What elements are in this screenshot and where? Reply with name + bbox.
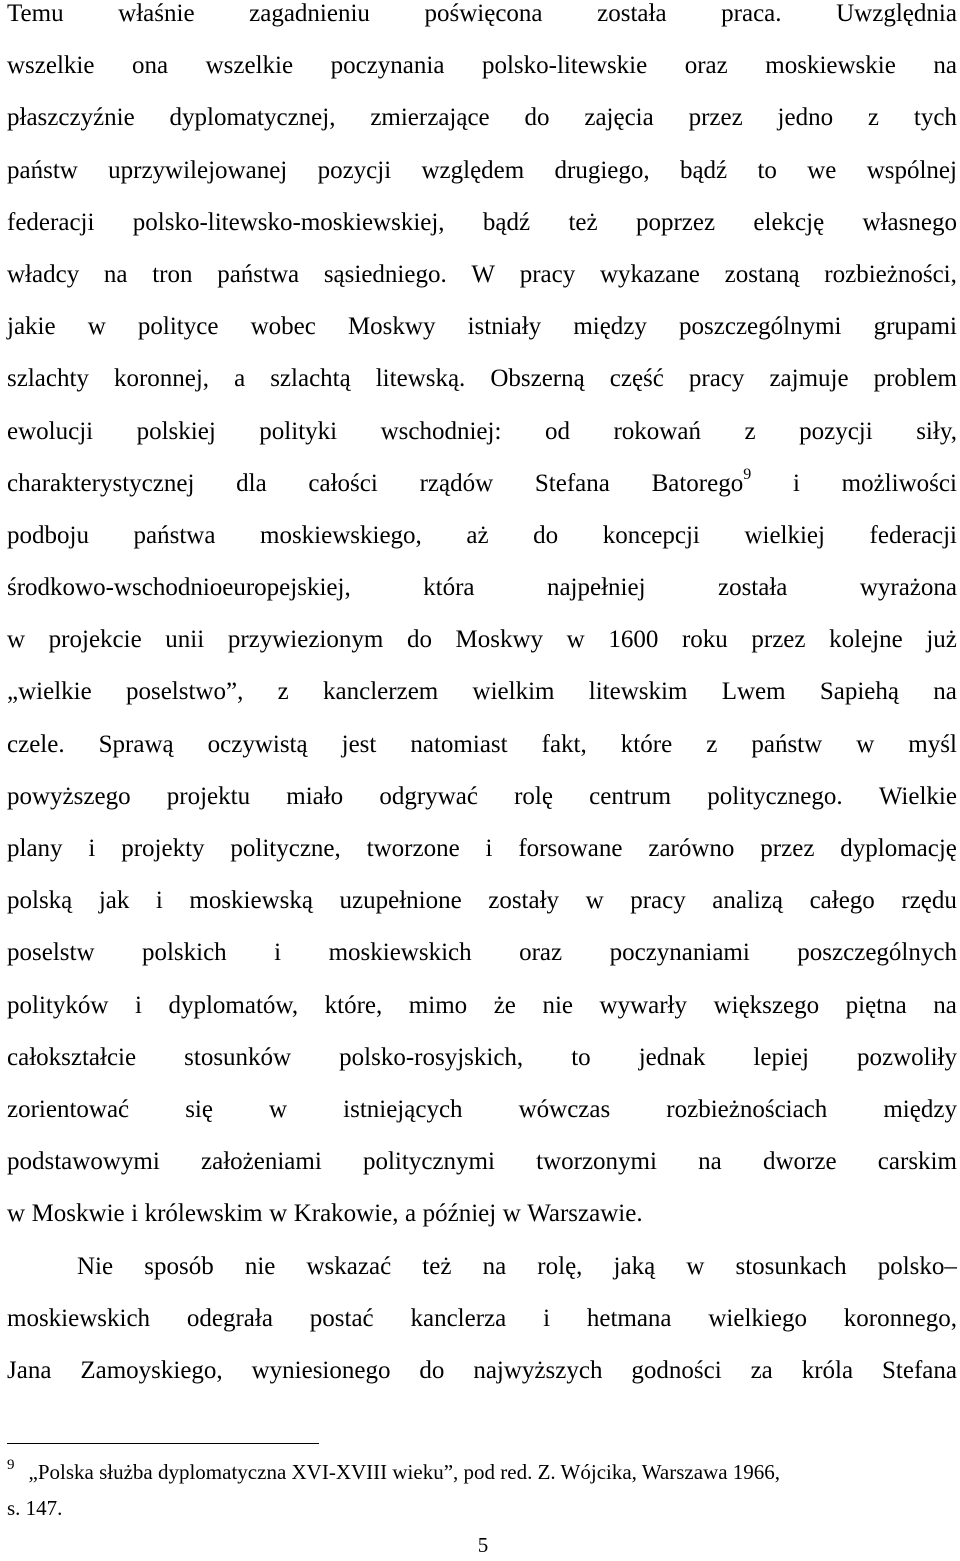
word: drugiego, xyxy=(554,156,650,184)
word: w xyxy=(585,887,604,915)
word: natomiast xyxy=(410,730,508,758)
word: moskiewską xyxy=(189,887,313,915)
word: wspólnej xyxy=(866,156,957,184)
text-line xyxy=(7,465,957,522)
word: wszelkie xyxy=(7,52,95,80)
text-line xyxy=(7,365,957,417)
word: do xyxy=(524,104,550,132)
text-line xyxy=(7,678,957,730)
word: Jana xyxy=(7,1356,52,1384)
word: nie xyxy=(244,1252,276,1280)
word: państw xyxy=(751,730,823,758)
word: jedno xyxy=(777,104,834,132)
body-text xyxy=(7,0,957,1409)
footnote-text-2: s. 147. xyxy=(7,1496,63,1520)
word: centrum xyxy=(589,782,672,810)
word: i xyxy=(155,887,163,915)
word: od xyxy=(544,417,570,445)
word: poświęcona xyxy=(424,0,543,27)
word: mimo xyxy=(408,991,468,1019)
word: z xyxy=(277,678,289,706)
word: rolę xyxy=(514,782,553,810)
text-line xyxy=(7,1305,957,1357)
word: polityce xyxy=(137,313,219,341)
text-line xyxy=(7,1044,957,1096)
word: polsko-litewsko-moskiewskiej, xyxy=(132,208,445,236)
word: do xyxy=(419,1356,445,1384)
word: projekcie xyxy=(48,626,142,654)
word: Stefana xyxy=(882,1356,957,1384)
footnote-mark: 9 xyxy=(7,1457,15,1473)
word: wielkiego xyxy=(708,1304,807,1332)
word: poczynania xyxy=(330,52,445,80)
word: się xyxy=(185,1095,213,1123)
word: poszczególnych xyxy=(797,939,957,967)
word: polsko-rosyjskich, xyxy=(339,1043,524,1071)
word: własnego xyxy=(862,208,957,236)
word: szlachtą xyxy=(270,365,351,393)
word: pozwoliły xyxy=(857,1043,957,1071)
word: właśnie xyxy=(118,0,195,27)
footnote xyxy=(7,1455,957,1527)
word: że xyxy=(493,991,516,1019)
text-line xyxy=(7,157,957,209)
word: moskiewskich xyxy=(328,939,472,967)
word: postać xyxy=(309,1304,374,1332)
word: wyniesionego xyxy=(251,1356,391,1384)
word: federacji xyxy=(7,208,95,236)
word: i xyxy=(134,991,142,1019)
word: rokowań xyxy=(613,417,701,445)
footnote-line-1 xyxy=(7,1455,957,1491)
word: hetmana xyxy=(586,1304,672,1332)
word: w xyxy=(7,626,26,654)
word: polityków xyxy=(7,991,109,1019)
text-line xyxy=(7,1148,957,1200)
word: część xyxy=(609,365,664,393)
word: i xyxy=(88,835,96,862)
word: na xyxy=(698,1148,722,1176)
word: Sapiehą xyxy=(819,678,899,706)
text-line xyxy=(7,835,957,887)
word: za xyxy=(750,1356,773,1384)
word: fakt, xyxy=(541,730,587,758)
word: dyplomację xyxy=(840,835,957,862)
word: istniały xyxy=(467,313,542,341)
text-line xyxy=(7,626,957,678)
word: jaką xyxy=(613,1252,656,1280)
text-line xyxy=(7,0,957,52)
word: rządów xyxy=(419,469,494,497)
word: poselstw xyxy=(7,939,95,967)
word: stosunków xyxy=(184,1043,292,1071)
word: polską xyxy=(7,887,73,915)
word: w xyxy=(87,313,106,341)
word: z xyxy=(706,730,718,758)
word: piętna xyxy=(845,991,907,1019)
word: federacji xyxy=(869,521,957,549)
text-line xyxy=(7,313,957,365)
word: na xyxy=(933,52,957,80)
word: przez xyxy=(751,626,806,654)
word: w xyxy=(269,1095,288,1123)
word: ona xyxy=(131,52,169,80)
word: zmierzające xyxy=(370,104,490,132)
text-line xyxy=(7,731,957,783)
word: analizą xyxy=(712,887,784,915)
word: została xyxy=(597,0,667,27)
text-line xyxy=(7,52,957,104)
word: forsowane xyxy=(518,835,623,862)
word: zagadnieniu xyxy=(249,0,370,27)
word: tych xyxy=(913,104,957,132)
word: zostaną xyxy=(724,260,800,288)
word: kanclerza xyxy=(410,1304,507,1332)
word: poczynaniami xyxy=(609,939,750,967)
word: oczywistą xyxy=(207,730,308,758)
word: szlachty xyxy=(7,365,89,393)
word: politycznego. xyxy=(707,782,843,810)
word: unii xyxy=(165,626,205,654)
word: rozbieżnościach xyxy=(666,1095,828,1123)
word: do xyxy=(406,626,432,654)
word: z xyxy=(744,417,756,445)
word: które xyxy=(620,730,673,758)
text-line xyxy=(7,209,957,261)
word: na xyxy=(933,678,957,706)
text-line xyxy=(7,992,957,1044)
word: w xyxy=(856,730,875,758)
word: też xyxy=(568,208,598,236)
word: istniejących xyxy=(343,1095,463,1123)
word: jednak xyxy=(638,1043,706,1071)
word: charakterystycznej xyxy=(7,469,195,497)
word: zostały xyxy=(488,887,560,915)
word: Uwzględnia xyxy=(836,0,957,27)
word: wykazane xyxy=(599,260,700,288)
word: która xyxy=(423,574,475,602)
word: to xyxy=(571,1043,591,1071)
word: zajmuje xyxy=(769,365,849,393)
word: wobec xyxy=(250,313,316,341)
word: najwyższych xyxy=(473,1356,603,1384)
word: siły, xyxy=(916,417,957,445)
word: stosunkach xyxy=(735,1252,847,1280)
word: w xyxy=(269,1200,288,1228)
word: kolejne xyxy=(829,626,903,654)
word: środkowo-wschodnioeuropejskiej, xyxy=(7,574,351,602)
word: w xyxy=(566,626,585,654)
word: rozbieżności, xyxy=(824,260,957,288)
word: na xyxy=(482,1252,507,1280)
word: „wielkie xyxy=(7,678,92,706)
word: wskazać xyxy=(306,1252,392,1280)
footnote-line-2 xyxy=(7,1491,957,1527)
word: pozycji xyxy=(799,417,873,445)
word: oraz xyxy=(519,939,563,967)
word: Warszawie. xyxy=(527,1200,643,1228)
word: sposób xyxy=(144,1252,214,1280)
word: we xyxy=(807,156,837,184)
word: jak xyxy=(98,887,130,915)
word: polityczne, xyxy=(230,835,341,862)
word: możliwości xyxy=(841,469,957,497)
word: wyrażona xyxy=(859,574,957,602)
word: Nie xyxy=(77,1252,114,1280)
word: koronnego, xyxy=(843,1304,957,1332)
word: wschodniej: xyxy=(380,417,502,445)
word: przez xyxy=(688,104,743,132)
footnote-separator xyxy=(7,1443,319,1444)
word: a xyxy=(234,365,246,393)
text-line xyxy=(7,1200,957,1252)
word: w xyxy=(502,1200,521,1228)
word: lepiej xyxy=(753,1043,809,1071)
word: podboju xyxy=(7,521,89,549)
word: miało xyxy=(286,782,344,810)
word: Temu xyxy=(7,0,64,27)
word: praca. xyxy=(721,0,782,27)
word: koncepcji xyxy=(602,521,700,549)
word: Sprawą xyxy=(98,730,174,758)
word: uzupełnione xyxy=(339,887,462,915)
word: przez xyxy=(760,835,815,862)
word: grupami xyxy=(873,313,957,341)
word: polsko-litewskie xyxy=(481,52,648,80)
word: z xyxy=(867,104,880,132)
word: Batorego$^9$ xyxy=(651,465,752,497)
word: przywiezionym xyxy=(227,626,384,654)
word: Krakowie, xyxy=(293,1200,399,1228)
text-line xyxy=(7,1096,957,1148)
text-line xyxy=(7,522,957,574)
word: czele. xyxy=(7,730,65,758)
word: wielkim xyxy=(472,678,555,706)
word: godności xyxy=(631,1356,722,1384)
word: na xyxy=(103,260,128,288)
text-line xyxy=(7,574,957,626)
word: które, xyxy=(324,991,383,1019)
word: i xyxy=(792,469,800,497)
word: wszelkie xyxy=(205,52,294,80)
word: wielkiej xyxy=(744,521,825,549)
word: moskiewskich xyxy=(7,1304,151,1332)
word: odgrywać xyxy=(379,782,478,810)
word: bądź xyxy=(679,156,728,184)
word: Lwem xyxy=(721,678,786,706)
word: państwa xyxy=(217,260,300,288)
text-line xyxy=(7,261,957,313)
word: między xyxy=(883,1095,957,1123)
word: wywarły xyxy=(599,991,688,1019)
text-line xyxy=(7,939,957,991)
word: państw xyxy=(7,156,78,184)
word: litewską. xyxy=(375,365,466,393)
word: jakie xyxy=(7,313,56,341)
word: wówczas xyxy=(518,1095,611,1123)
word: sąsiedniego. xyxy=(323,260,447,288)
word: później xyxy=(422,1200,497,1228)
word: polskich xyxy=(141,939,227,967)
footnote-text-1: „Polska służba dyplomatyczna XVI-XVIII wieku”, pod red. Z. Wójcika, Warszawa 1966, xyxy=(28,1460,781,1484)
word: całego xyxy=(809,887,875,915)
word: Moskwy xyxy=(347,313,436,341)
word: dla xyxy=(236,469,267,497)
word: roku xyxy=(681,626,728,654)
word: plany xyxy=(7,835,63,862)
word: dyplomatów, xyxy=(168,991,299,1019)
word: króla xyxy=(801,1356,854,1384)
word: odegrała xyxy=(186,1304,273,1332)
word: ewolucji xyxy=(7,417,94,445)
word: projektu xyxy=(166,782,251,810)
word: to xyxy=(757,156,777,184)
word: moskiewskie xyxy=(765,52,896,80)
word: i xyxy=(274,939,282,967)
word: pozycji xyxy=(317,156,392,184)
word: moskiewskiego, xyxy=(260,521,422,549)
page-number: 5 xyxy=(477,1533,489,1557)
word: w xyxy=(686,1252,705,1280)
word: Moskwy xyxy=(455,626,544,654)
text-line xyxy=(7,783,957,835)
text-line xyxy=(7,418,957,470)
text-line xyxy=(7,104,957,156)
word: problem xyxy=(873,365,957,393)
word: Wielkie xyxy=(878,782,957,810)
word: bądź xyxy=(482,208,531,236)
word: aż xyxy=(466,521,489,549)
word: oraz xyxy=(684,52,728,80)
word: została xyxy=(717,574,788,602)
word: myśl xyxy=(908,730,957,758)
word: W xyxy=(471,260,496,288)
word: poprzez xyxy=(635,208,716,236)
word: polityki xyxy=(259,417,338,445)
footnote-reference: 9 xyxy=(743,465,752,483)
word: i xyxy=(543,1304,551,1332)
word: carskim xyxy=(877,1148,957,1176)
word: do xyxy=(533,521,559,549)
text-line xyxy=(7,887,957,939)
word: już xyxy=(926,626,957,654)
word: Obszerną xyxy=(490,365,585,393)
word: Zamoyskiego, xyxy=(80,1356,223,1384)
word: założeniami xyxy=(201,1148,322,1176)
word: powyższego xyxy=(7,782,131,810)
word: dworze xyxy=(763,1148,837,1176)
text-line xyxy=(7,1357,957,1409)
word: zorientować xyxy=(7,1095,130,1123)
word: pracy xyxy=(519,260,576,288)
word: większego xyxy=(713,991,820,1019)
word: poselstwo”, xyxy=(125,678,244,706)
word: jest xyxy=(341,730,377,758)
word: i xyxy=(131,1200,139,1228)
word: poszczególnymi xyxy=(679,313,842,341)
word: dyplomatycznej, xyxy=(169,104,336,132)
word: rolę, xyxy=(537,1252,583,1280)
word: i xyxy=(485,835,493,862)
word: tworzone xyxy=(366,835,460,862)
word: nie xyxy=(542,991,573,1019)
word: zajęcia xyxy=(584,104,654,132)
word: Stefana xyxy=(534,469,610,497)
word: a xyxy=(405,1200,417,1228)
word: polskiej xyxy=(136,417,216,445)
word: władcy xyxy=(7,260,80,288)
word: tworzonymi xyxy=(536,1148,657,1176)
word: pracy xyxy=(630,887,686,915)
word: też xyxy=(422,1252,452,1280)
word: względem xyxy=(421,156,525,184)
word: pracy xyxy=(688,365,745,393)
word: rzędu xyxy=(901,887,957,915)
text-line xyxy=(7,1253,957,1305)
word: tron xyxy=(152,260,193,288)
word: na xyxy=(933,991,957,1019)
word: elekcję xyxy=(753,208,825,236)
word: kanclerzem xyxy=(323,678,439,706)
word: całokształcie xyxy=(7,1043,137,1071)
word: między xyxy=(573,313,647,341)
word: państwa xyxy=(133,521,216,549)
word: uprzywilejowanej xyxy=(108,156,288,184)
word: zarówno xyxy=(648,835,735,862)
word: płaszczyźnie xyxy=(7,104,135,132)
word: całości xyxy=(308,469,378,497)
word: Moskwie xyxy=(31,1200,125,1228)
word: koronnej, xyxy=(113,365,210,393)
word: królewskim xyxy=(144,1200,263,1228)
word: politycznymi xyxy=(362,1148,495,1176)
word: najpełniej xyxy=(546,574,646,602)
word: podstawowymi xyxy=(7,1148,160,1176)
word: projekty xyxy=(121,835,205,862)
word: polsko– xyxy=(877,1252,957,1280)
word: 1600 xyxy=(608,626,659,654)
word: w xyxy=(7,1200,26,1228)
word: litewskim xyxy=(588,678,688,706)
